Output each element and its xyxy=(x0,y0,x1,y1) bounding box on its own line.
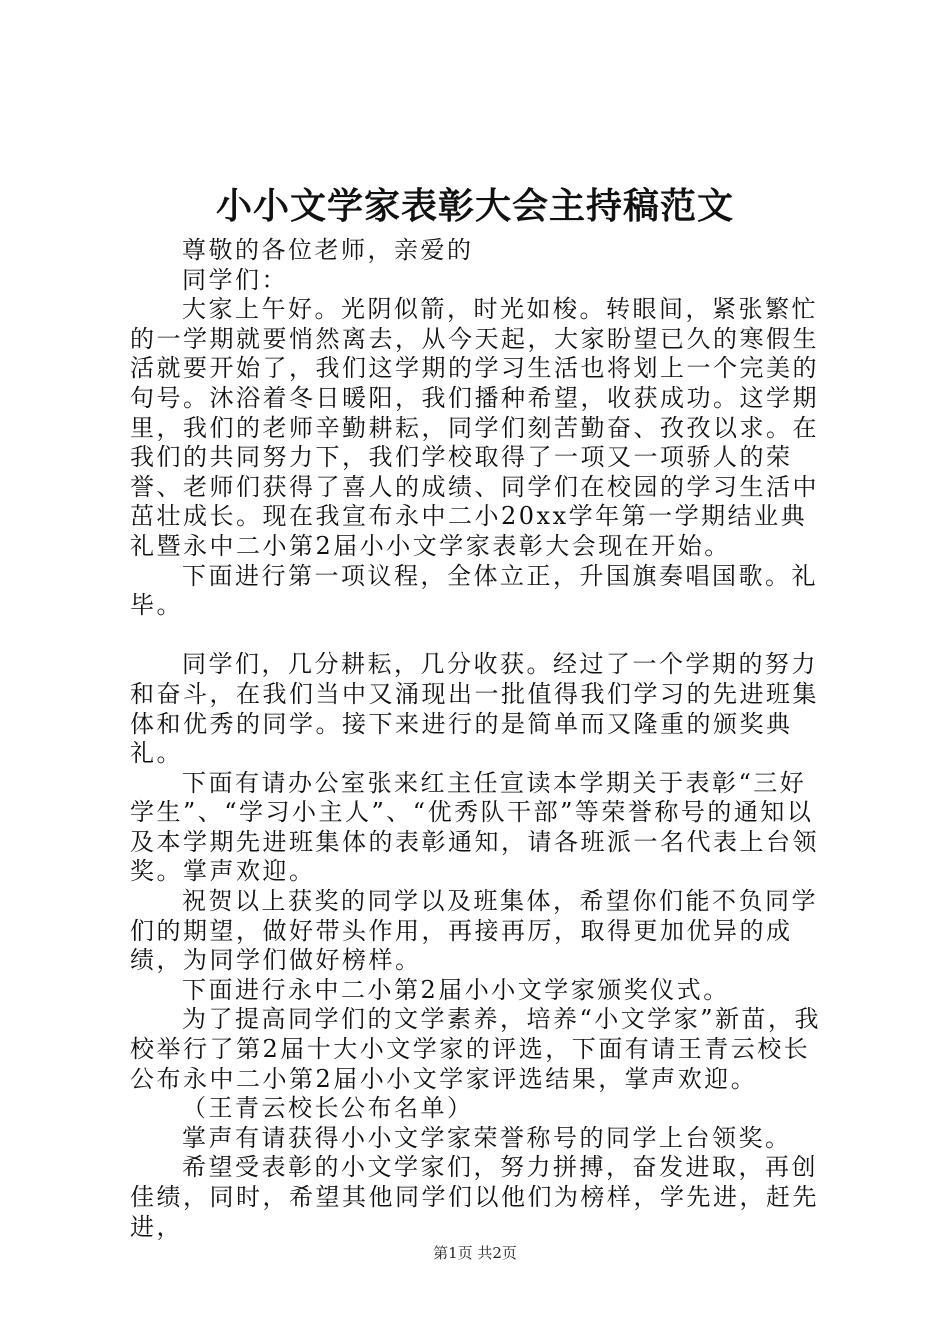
paragraph-selection: 为了提高同学们的文学素养，培养“小文学家”新苗，我校举行了第2届十大小文学家的评选，下面有请王青云校长公布永中二小第2届小小文学家评选结果，掌声欢迎。 xyxy=(130,1005,822,1093)
paragraph-ceremony: 下面进行永中二小第2届小小文学家颁奖仪式。 xyxy=(182,975,730,1004)
paragraph-list-announcement: （王青云校长公布名单） xyxy=(182,1094,474,1123)
page-footer: 第1页 共2页 xyxy=(433,1244,517,1262)
paragraph-congrats: 祝贺以上获奖的同学以及班集体，希望你们能不负同学们的期望，做好带头作用，再接再厉，取得更加优异的成绩，为同学们做好榜样。 xyxy=(130,887,818,975)
salutation-line-1: 尊敬的各位老师，亲爱的 xyxy=(182,236,474,264)
paragraph-opening: 大家上午好。光阴似箭，时光如梭。转眼间，紧张繁忙的一学期就要悄然离去，从今天起，大家盼望已久的寒假生活就要开始了，我们这学期的学习生活也将划上一个完美的句号。沐浴着冬日暖阳，我们播种希望，收获成功。这学期里，我们的老师辛勤耕耘，同学们刻苦勤奋、孜孜以求。在我们的共同努力下，我们学校取得了一项又一项骄人的荣誉、老师们获得了喜人的成绩、同学们在校园的学习生活中茁壮成长。现在我宣布永中二小20xx学年第一学期结业典礼暨永中二小第2届小小文学家表彰大会现在开始。 xyxy=(130,295,819,560)
document-body xyxy=(130,236,830,1242)
salutation-line-2: 同学们： xyxy=(182,265,288,294)
paragraph-gap xyxy=(130,621,830,651)
paragraph-applause: 掌声有请获得小小文学家荣誉称号的同学上台领奖。 xyxy=(182,1123,792,1152)
paragraph-anthem: 下面进行第一项议程，全体立正，升国旗奏唱国歌。礼毕。 xyxy=(130,561,818,620)
paragraph-notice: 下面有请办公室张来红主任宣读本学期关于表彰“三好学生”、“学习小主人”、“优秀队干部”等荣誉称号的通知以及本学期先进班集体的表彰通知，请各班派一名代表上台领奖。掌声欢迎。 xyxy=(130,768,819,886)
paragraph-hope: 希望受表彰的小文学家们，努力拼搏，奋发进取，再创佳绩，同时，希望其他同学们以他们为榜样，学先进，赶先进， xyxy=(130,1153,819,1241)
document-title: 小小文学家表彰大会主持稿范文 xyxy=(215,185,734,227)
paragraph-harvest: 同学们，几分耕耘，几分收获。经过了一个学期的努力和奋斗，在我们当中又涌现出一批值得我们学习的先进班集体和优秀的同学。接下来进行的是简单而又隆重的颁奖典礼。 xyxy=(130,650,819,768)
